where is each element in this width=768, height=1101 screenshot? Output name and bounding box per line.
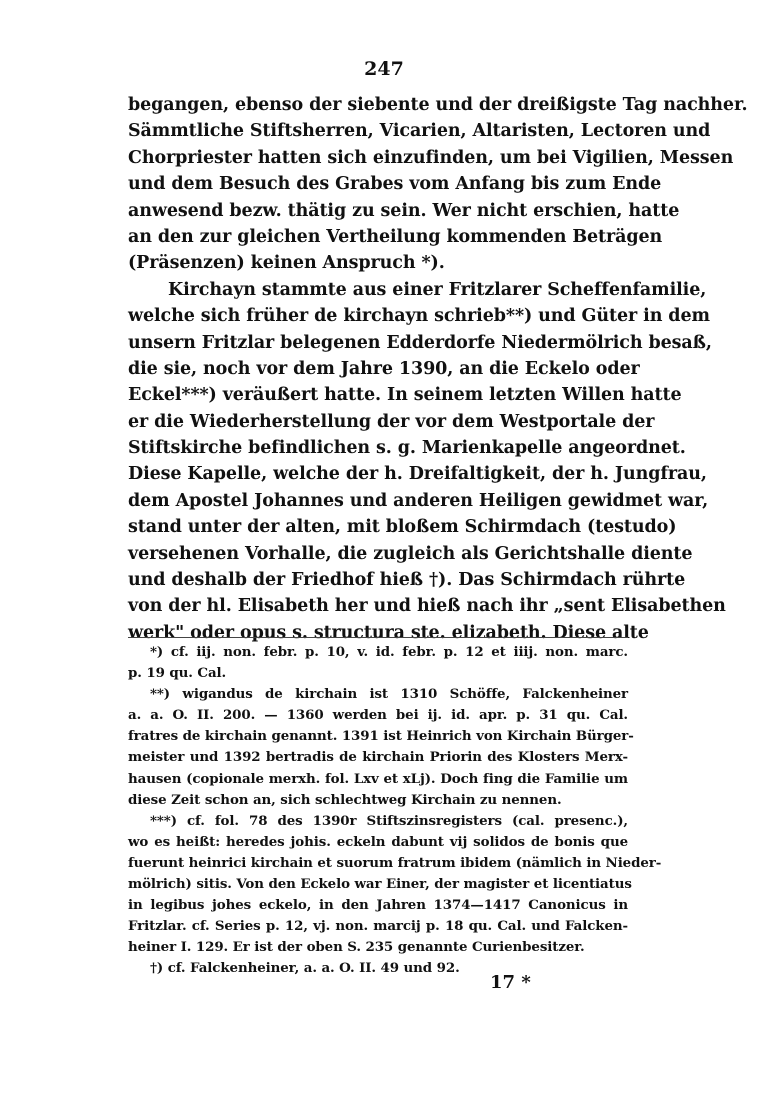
text-line: Eckel***) veräußert hatte. In seinem letzten Willen hatte: [128, 385, 682, 406]
text-line: (Präsenzen) keinen Anspruch *).: [128, 253, 445, 274]
footnote-line: fratres de kirchain genannt. 1391 ist Heinrich von Kirchain Bürger-: [128, 728, 634, 745]
text-line: stand unter der alten, mit bloßem Schirmdach (testudo): [128, 517, 677, 538]
text-line: Sämmtliche Stiftsherren, Vicarien, Altaristen, Lectoren und: [128, 121, 711, 142]
main-text: [128, 92, 748, 646]
footnote-line: mölrich) sitis. Von den Eckelo war Einer, der magister et licentiatus: [128, 876, 632, 893]
footnote-line: **) wigandus de kirchain ist 1310 Schöffe, Falckenheiner: [150, 686, 628, 703]
page-number: 247: [364, 58, 404, 80]
text-line: anwesend bezw. thätig zu sein. Wer nicht erschien, hatte: [128, 200, 680, 221]
footnote-line: hausen (copionale merxh. fol. Lxv et xLj). Doch fing die Familie um: [128, 770, 628, 787]
footnote-line: ***) cf. fol. 78 des 1390r Stiftszinsregisters (cal. presenc.),: [150, 812, 628, 829]
footnote-line: p. 19 qu. Cal.: [128, 665, 227, 682]
text-line: Stiftskirche befindlichen s. g. Marienkapelle angeordnet.: [128, 438, 686, 459]
footnotes: [128, 642, 662, 980]
text-line: werk" oder opus s. structura ste. elizabeth. Diese alte: [128, 622, 649, 643]
text-line: unsern Fritzlar belegenen Edderdorfe Niedermölrich besaß,: [128, 332, 712, 353]
text-line: Chorpriester hatten sich einzufinden, um bei Vigilien, Messen: [128, 147, 734, 168]
footnote-line: heiner I. 129. Er ist der oben S. 235 genannte Curienbesitzer.: [128, 939, 585, 956]
text-line: versehenen Vorhalle, die zugleich als Gerichtshalle diente: [128, 543, 693, 564]
footnote-divider: [128, 637, 628, 638]
text-line: von der hl. Elisabeth her und hieß nach ihr „sent Elisabethen: [128, 596, 726, 617]
footnote-line: Fritzlar. cf. Series p. 12, vj. non. marcij p. 18 qu. Cal. und Falcken-: [128, 918, 628, 935]
footnote-line: a. a. O. II. 200. — 1360 werden bei ij. id. apr. p. 31 qu. Cal.: [128, 707, 628, 724]
text-line: begangen, ebenso der siebente und der dreißigste Tag nachher.: [128, 95, 748, 115]
text-line: Diese Kapelle, welche der h. Dreifaltigkeit, der h. Jungfrau,: [128, 464, 707, 485]
text-line: und deshalb der Friedhof hieß †). Das Schirmdach rührte: [128, 570, 686, 591]
text-line: und dem Besuch des Grabes vom Anfang bis zum Ende: [128, 174, 662, 195]
text-line: dem Apostel Johannes und anderen Heiligen gewidmet war,: [128, 490, 709, 511]
footnote-line: wo es heißt: heredes johis. eckeln dabunt vij solidos de bonis que: [128, 833, 628, 850]
text-line: er die Wiederherstellung der vor dem Westportale der: [128, 411, 655, 432]
footnote-line: fuerunt heinrici kirchain et suorum fratrum ibidem (nämlich in Nieder-: [128, 854, 662, 871]
footnote-line: †) cf. Falckenheiner, a. a. O. II. 49 und 92.: [150, 960, 460, 977]
footnote-line: in legibus johes eckelo, in den Jahren 1374—1417 Canonicus in: [128, 897, 628, 914]
signature-mark: 17 *: [490, 972, 531, 993]
footnote-line: diese Zeit schon an, sich schlechtweg Kirchain zu nennen.: [128, 791, 562, 808]
footnote-line: meister und 1392 bertradis de kirchain Priorin des Klosters Merx-: [128, 749, 628, 766]
text-line: an den zur gleichen Vertheilung kommenden Beträgen: [128, 226, 663, 247]
text-line: die sie, noch vor dem Jahre 1390, an die Eckelo oder: [128, 358, 640, 379]
text-line: Kirchayn stammte aus einer Fritzlarer Scheffenfamilie,: [168, 279, 707, 300]
footnote-line: *) cf. iij. non. febr. p. 10, v. id. febr. p. 12 et iiij. non. marc.: [150, 644, 628, 660]
text-line: welche sich früher de kirchayn schrieb**) und Güter in dem: [128, 306, 710, 327]
